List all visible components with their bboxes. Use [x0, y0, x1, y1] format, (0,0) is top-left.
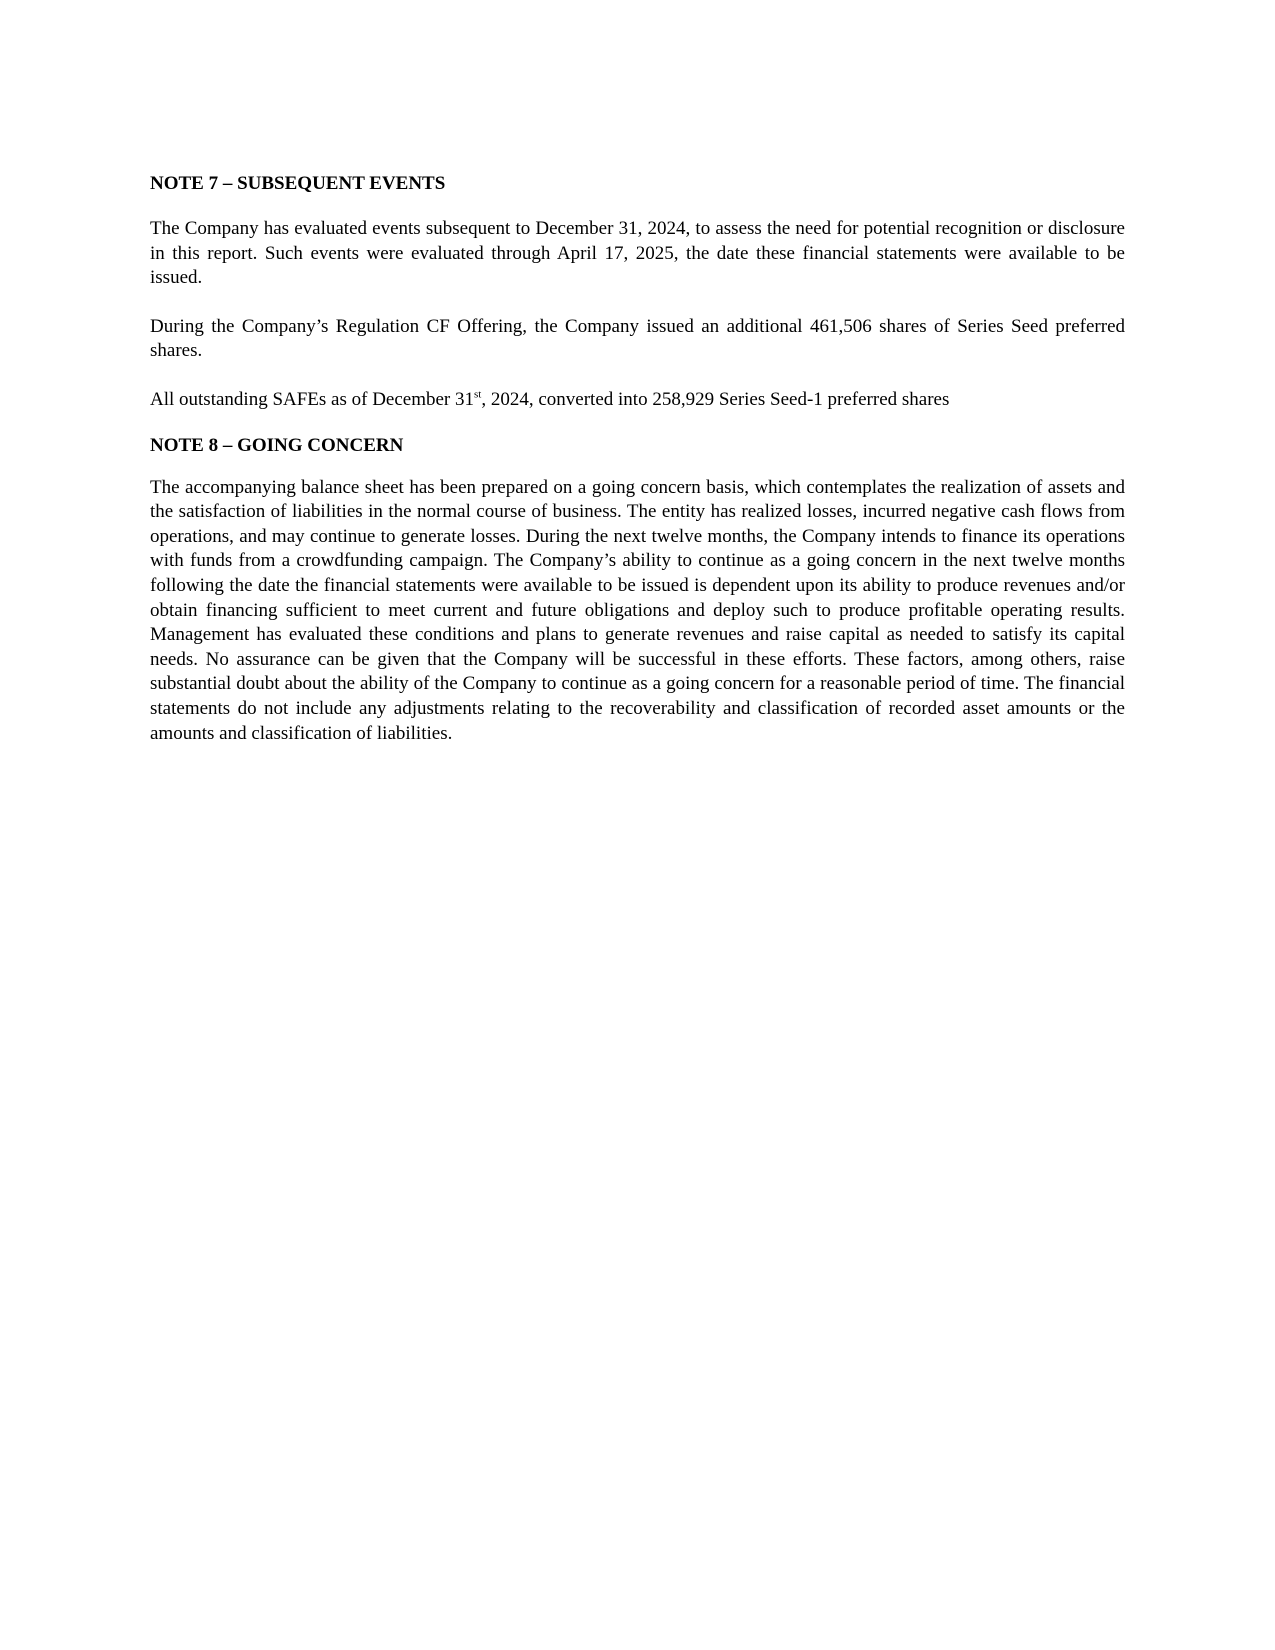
note-7-paragraph-safes — [150, 388, 1125, 413]
safes-text-end: , 2024, converted into 258,929 Series Seed-1 preferred shares — [481, 388, 950, 410]
note-7-paragraph-offering: During the Company’s Regulation CF Offering, the Company issued an additional 461,506 shares of Series Seed preferred shares. — [150, 315, 1125, 362]
document-page — [150, 172, 1125, 746]
note-7-heading: NOTE 7 – SUBSEQUENT EVENTS — [150, 173, 446, 194]
note-8-paragraph-going-concern: The accompanying balance sheet has been prepared on a going concern basis, which contemplates the realization of assets and the satisfaction of liabilities in the normal course of business. The entity has realized losses, incurred negative cash flows from operations, and may continue to generate losses. During the next twelve months, the Company intends to finance its operations with funds from a crowdfunding campaign. The Company’s ability to continue as a going concern in the next twelve months following the date the financial statements were available to be issued is dependent upon its ability to produce revenues and/or obtain financing sufficient to meet current and future obligations and deploy such to produce profitable operating results. Management has evaluated these conditions and plans to generate revenues and raise capital as needed to satisfy its capital needs. No assurance can be given that the Company will be successful in these efforts. These factors, among others, raise substantial doubt about the ability of the Company to continue as a going concern for a reasonable period of time. The financial statements do not include any adjustments relating to the recoverability and classification of recorded asset amounts or the amounts and classification of liabilities. — [150, 476, 1125, 744]
safes-text-start: All outstanding SAFEs as of December 31 — [150, 388, 475, 410]
ordinal-superscript: st — [474, 388, 482, 401]
note-7-paragraph-evaluation: The Company has evaluated events subsequent to December 31, 2024, to assess the need for potential recognition or disclosure in this report. Such events were evaluated through April 17, 2025, the date these financial statements were available to be issued. — [150, 218, 1125, 289]
note-8-heading: NOTE 8 – GOING CONCERN — [150, 434, 404, 456]
